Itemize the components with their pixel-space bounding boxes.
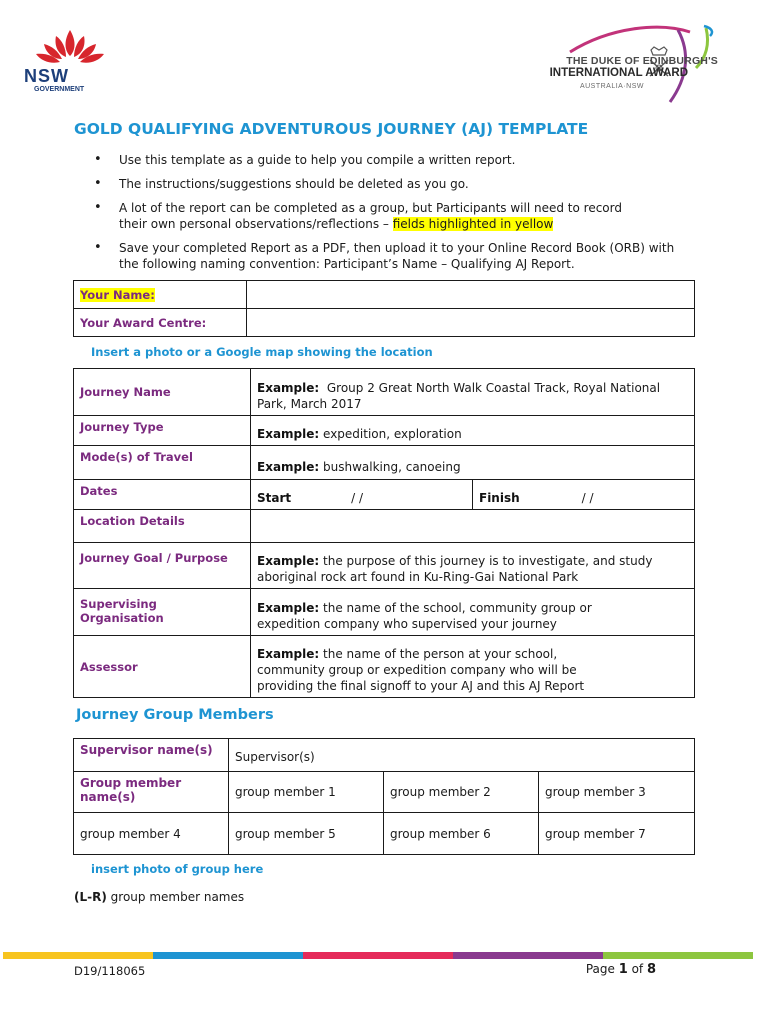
table-row <box>74 281 695 309</box>
date-separator: / / <box>581 491 594 505</box>
table-row <box>74 739 695 772</box>
stripe-segment-yellow <box>3 952 153 959</box>
example-prefix: Example <box>257 381 315 395</box>
instruction-item <box>94 176 694 192</box>
start-date-field[interactable] <box>251 480 473 510</box>
group-photo-caption: insert photo of group here <box>91 862 264 876</box>
group-members-heading: Journey Group Members <box>76 707 274 723</box>
dates-label: Dates <box>74 480 251 510</box>
table-row <box>74 813 695 855</box>
group-member-6-field[interactable]: group member 6 <box>384 813 539 855</box>
journey-goal-value: the purpose of this journey is to investigate, and study aboriginal rock art found in Ku-Ring-Gai National Park <box>257 554 653 584</box>
group-members-table <box>73 738 695 855</box>
group-member-4-field[interactable]: group member 4 <box>74 813 229 855</box>
award-name-line3: AUSTRALIA·NSW <box>579 83 644 90</box>
start-label: Start <box>257 491 292 505</box>
table-row <box>74 543 695 589</box>
table-row <box>74 589 695 636</box>
supervising-organisation-label: Supervising Organisation <box>74 589 251 636</box>
award-name-line2: INTERNATIONAL AWARD <box>549 67 688 79</box>
journey-details-table <box>73 368 695 698</box>
instruction-text: Use this template as a guide to help you compile a written report. <box>119 153 516 167</box>
your-name-label <box>74 281 247 309</box>
mode-of-travel-field[interactable]: Example: bushwalking, canoeing <box>251 446 695 480</box>
nsw-logo-text: NSW <box>24 66 69 86</box>
footer-color-stripe <box>3 952 753 959</box>
stripe-segment-blue <box>153 952 303 959</box>
finish-label: Finish <box>479 491 520 505</box>
group-member-5-field[interactable]: group member 5 <box>229 813 384 855</box>
example-prefix: Example <box>257 601 315 615</box>
instruction-text: A lot of the report can be completed as a group, but Participants will need to record their own personal observations/reflections – <box>119 201 622 231</box>
instruction-item <box>94 240 694 272</box>
page-number <box>586 962 656 977</box>
date-separator: / / <box>351 491 364 505</box>
mode-of-travel-label: Mode(s) of Travel <box>74 446 251 480</box>
location-details-label: Location Details <box>74 510 251 543</box>
award-centre-field[interactable] <box>247 309 695 337</box>
instruction-text: The instructions/suggestions should be deleted as you go. <box>119 177 469 191</box>
supervisor-label: Supervisor name(s) <box>74 739 229 772</box>
document-title: GOLD QUALIFYING ADVENTUROUS JOURNEY (AJ) TEMPLATE <box>74 120 589 138</box>
instruction-text: Save your completed Report as a PDF, then upload it to your Online Record Book (ORB) with the following naming convention: Participant’s Name – Qualifying AJ Report. <box>119 241 675 271</box>
supervising-organisation-field[interactable]: Example: the name of the school, community group or expedition company who supervised your journey <box>251 589 695 636</box>
journey-type-value: expedition, exploration <box>319 427 462 441</box>
table-row <box>74 772 695 813</box>
journey-name-label: Journey Name <box>74 369 251 416</box>
location-details-field[interactable] <box>251 510 695 543</box>
your-name-label-text: Your Name: <box>80 287 155 302</box>
of-word: of <box>627 962 647 976</box>
table-row <box>74 510 695 543</box>
lr-text: group member names <box>106 890 245 904</box>
example-prefix: Example <box>257 554 315 568</box>
table-row <box>74 480 695 510</box>
table-row <box>74 416 695 446</box>
instruction-item <box>94 152 694 168</box>
table-row <box>74 446 695 480</box>
group-member-label: Group member name(s) <box>74 772 229 813</box>
table-row <box>74 369 695 416</box>
group-names-caption <box>74 890 244 904</box>
journey-goal-field[interactable]: Example: the purpose of this journey is to investigate, and study aboriginal rock art found in Ku-Ring-Gai National Park <box>251 543 695 589</box>
instruction-list <box>94 152 694 280</box>
photo-location-caption: Insert a photo or a Google map showing the location <box>91 345 433 359</box>
journey-name-field[interactable]: Example: Group 2 Great North Walk Coastal Track, Royal National Park, March 2017 <box>251 369 695 416</box>
journey-type-field[interactable]: Example: expedition, exploration <box>251 416 695 446</box>
award-centre-label: Your Award Centre: <box>74 309 247 337</box>
group-member-7-field[interactable]: group member 7 <box>539 813 695 855</box>
table-row <box>74 309 695 337</box>
group-member-3-field[interactable]: group member 3 <box>539 772 695 813</box>
journey-type-label: Journey Type <box>74 416 251 446</box>
example-prefix: Example <box>257 460 315 474</box>
instruction-item <box>94 200 694 232</box>
stripe-segment-purple <box>453 952 603 959</box>
example-prefix: Example <box>257 647 315 661</box>
yellow-highlight-note: fields highlighted in yellow <box>392 217 554 231</box>
finish-date-field[interactable] <box>473 480 695 510</box>
participant-info-table <box>73 280 695 337</box>
lr-prefix: (L-R) <box>74 890 107 904</box>
award-name-line1: THE DUKE OF EDINBURGH'S <box>566 55 718 67</box>
journey-name-value: Group 2 Great North Walk Coastal Track, Royal National Park, March 2017 <box>257 381 661 411</box>
assessor-label: Assessor <box>74 636 251 698</box>
assessor-field[interactable]: Example: the name of the person at your school, community group or expedition company who will be providing the final signoff to your AJ and this AJ Report <box>251 636 695 698</box>
example-prefix: Example <box>257 427 315 441</box>
group-member-1-field[interactable]: group member 1 <box>229 772 384 813</box>
nsw-logo-subtext: GOVERNMENT <box>34 86 85 93</box>
table-row <box>74 636 695 698</box>
stripe-segment-green <box>603 952 753 959</box>
mode-of-travel-value: bushwalking, canoeing <box>319 460 461 474</box>
page-word: Page <box>585 962 619 976</box>
journey-goal-label: Journey Goal / Purpose <box>74 543 251 589</box>
your-name-field[interactable] <box>247 281 695 309</box>
document-reference: D19/118065 <box>74 964 146 978</box>
supervising-organisation-value: the name of the school, community group or expedition company who supervised your journey <box>257 601 592 631</box>
assessor-value: the name of the person at your school, community group or expedition company who will be providing the final signoff to your AJ and this AJ Report <box>257 647 585 693</box>
stripe-segment-pink <box>303 952 453 959</box>
total-pages: 8 <box>646 962 656 977</box>
supervisor-field[interactable]: Supervisor(s) <box>229 739 695 772</box>
group-member-2-field[interactable]: group member 2 <box>384 772 539 813</box>
current-page: 1 <box>618 962 628 977</box>
